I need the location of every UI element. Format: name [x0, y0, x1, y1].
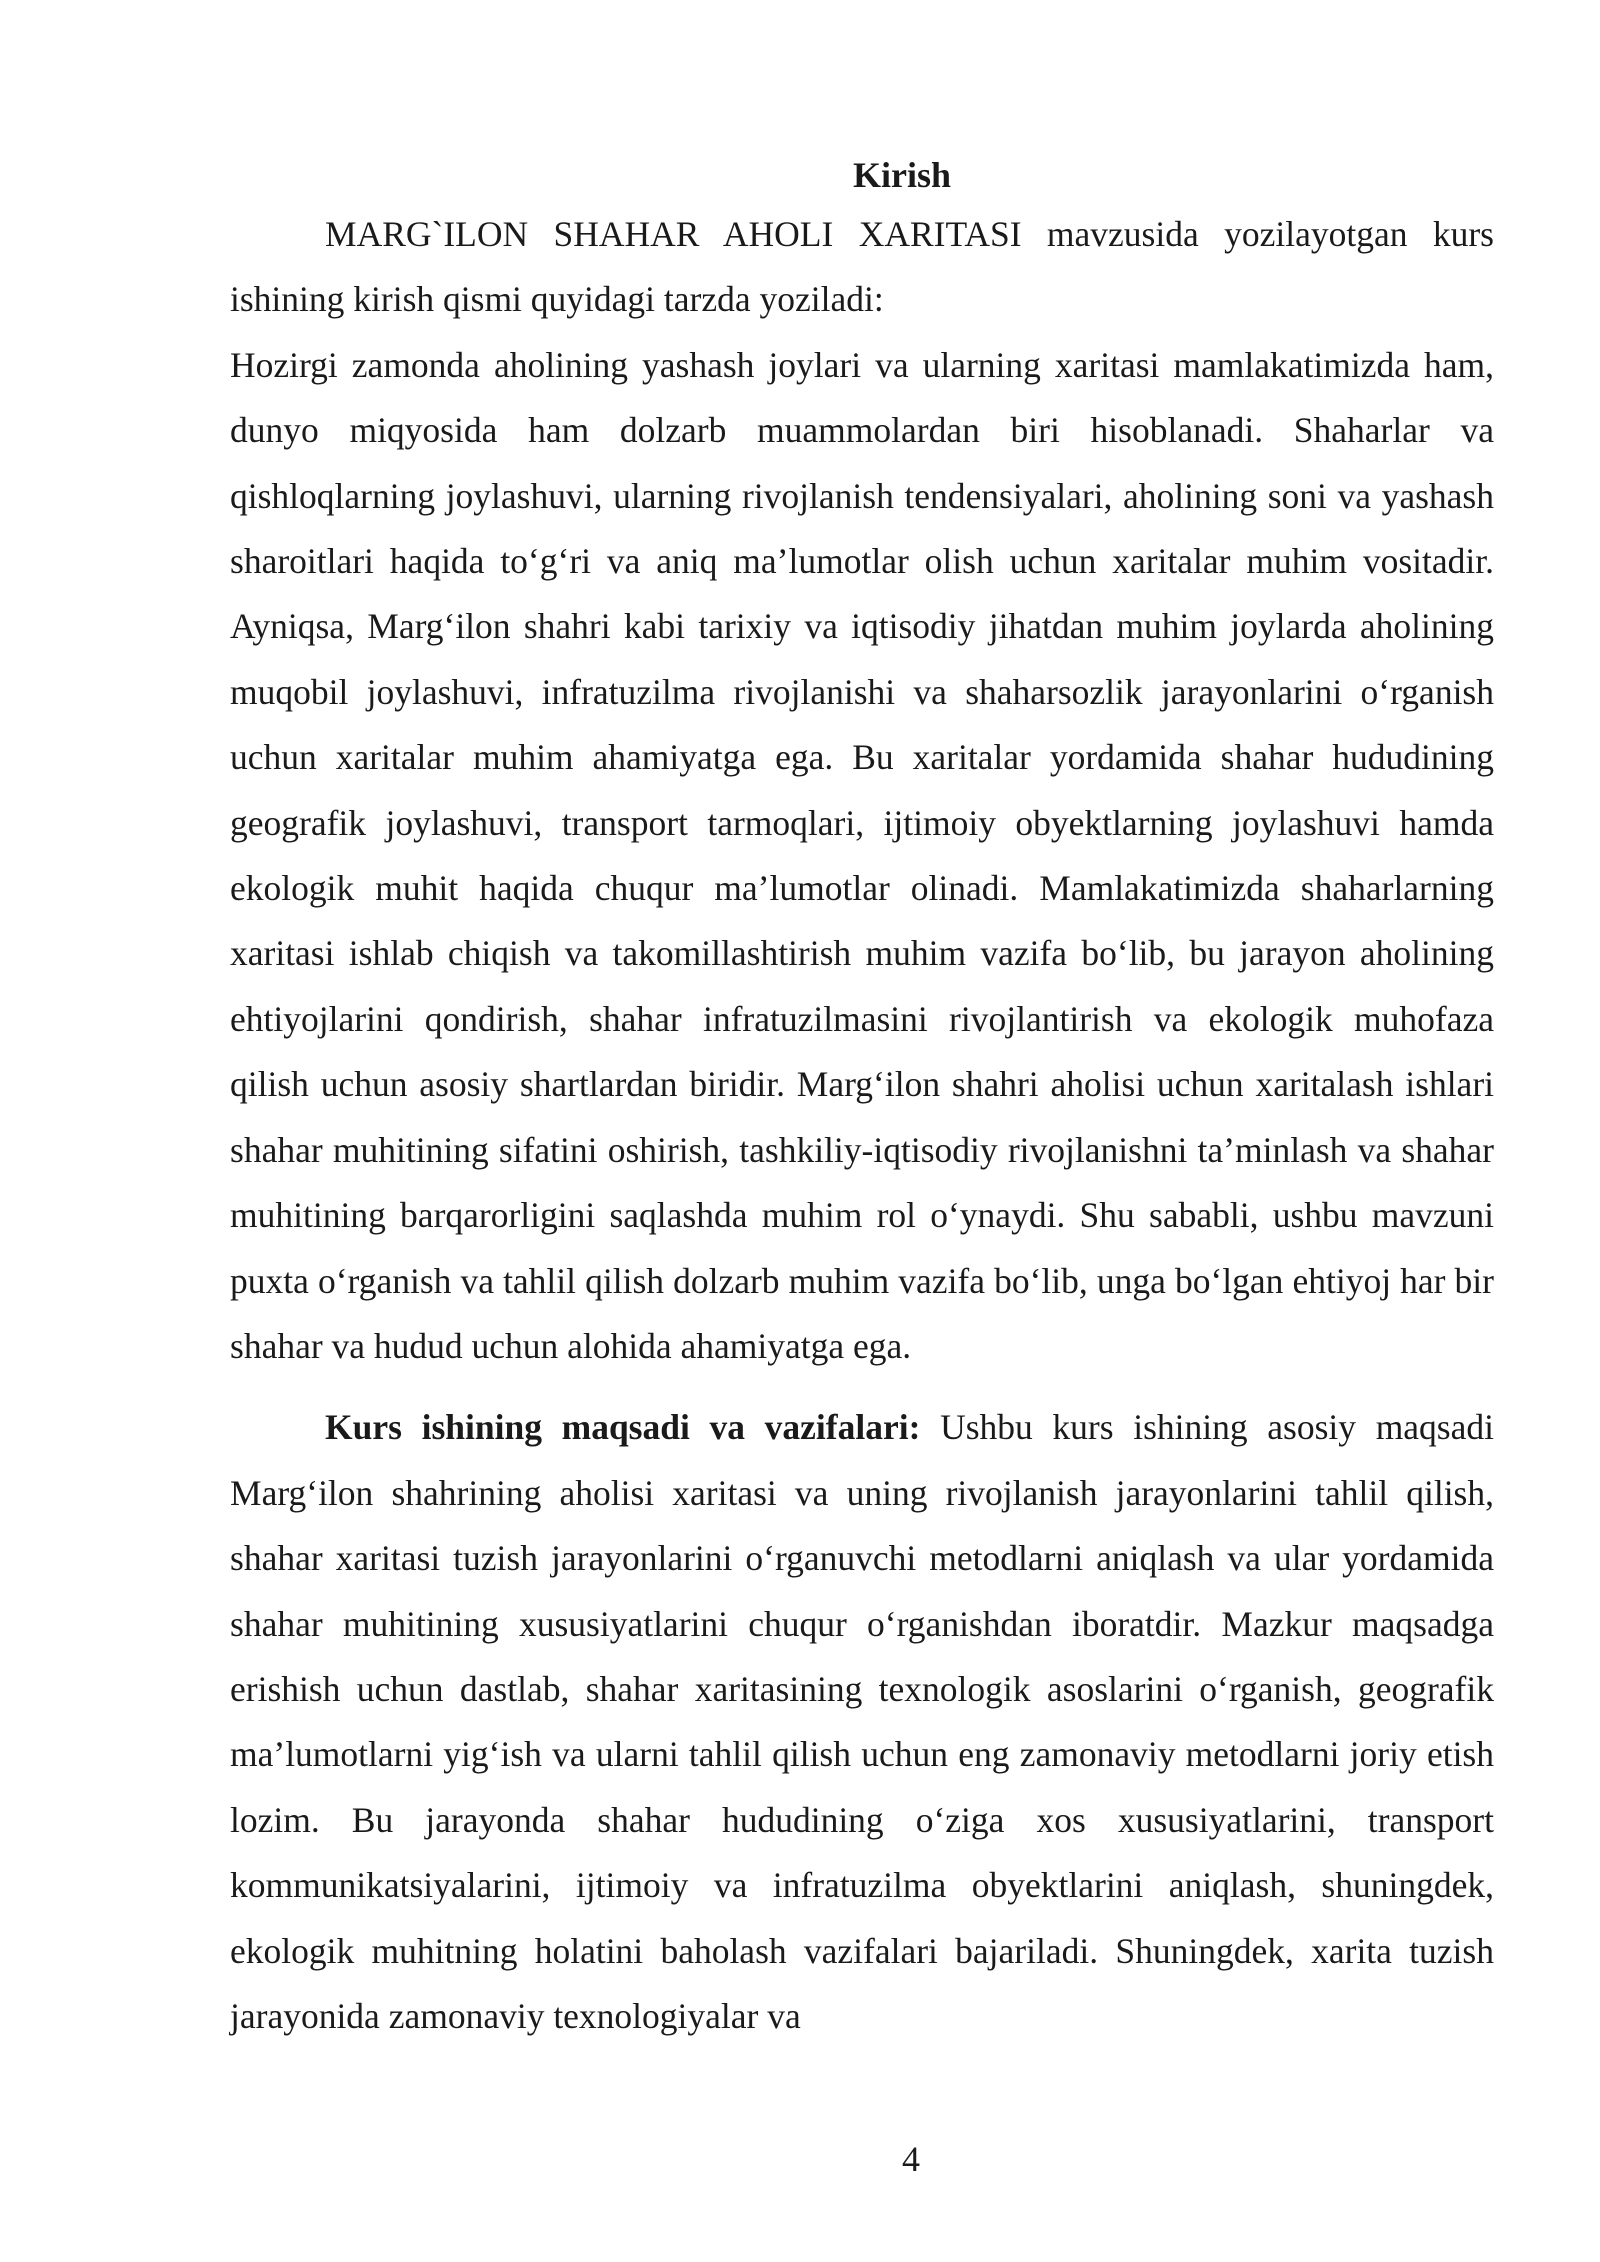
goals-paragraph-lead: Kurs ishining maqsadi va vazifalari: [325, 1407, 921, 1448]
intro-paragraph-body: Hozirgi zamonda aholining yashash joylari va ularning xaritasi mamlakatimizda ham, dunyo miqyosida ham dolzarb muammolardan biri hisoblanadi. Shaharlar va qishloqlarning joylashuvi, ularning rivojlanish tendensiyalari, aholining soni va yashash sharoitlari haqida to‘g‘ri va aniq ma’lumotlar olish uchun xaritalar muhim vositadir. Ayniqsa, Marg‘ilon shahri kabi tarixiy va iqtisodiy jihatdan muhim joylarda aholining muqobil joylashuvi, infratuzilma rivojlanishi va shaharsozlik jarayonlarini o‘rganish uchun xaritalar muhim ahamiyatga ega. Bu xaritalar yordamida shahar hududining geografik joylashuvi, transport tarmoqlari, ijtimoiy obyektlarning joylashuvi hamda ekologik muhit haqida chuqur ma’lumotlar olinadi. Mamlakatimizda shaharlarning xaritasi ishlab chiqish va takomillashtirish muhim vazifa bo‘lib, bu jarayon aholining ehtiyojlarini qondirish, shahar infratuzilmasini rivojlantirish va ekologik muhofaza qilish uchun asosiy shartlardan biridir. Marg‘ilon shahri aholisi uchun xaritalash ishlari shahar muhitining sifatini oshirish, tashkiliy-iqtisodiy rivojlanishni ta’minlash va shahar muhitining barqarorligini saqlashda muhim rol o‘ynaydi. Shu sababli, ushbu mavzuni puxta o‘rganish va tahlil qilish dolzarb muhim vazifa bo‘lib, unga bo‘lgan ehtiyoj har bir shahar va hudud uchun alohida ahamiyatga ega. [230, 344, 1494, 1366]
intro-paragraph [230, 202, 1494, 1379]
intro-paragraph-line1: MARG`ILON SHAHAR AHOLI XARITASI mavzusida yozilayotgan kurs ishining kirish qismi quyidagi tarzda yoziladi: [230, 214, 1494, 320]
page-content [230, 150, 1494, 2049]
section-heading: Kirish [852, 155, 951, 195]
page-number: 4 [902, 2139, 920, 2179]
goals-paragraph-text: Ushbu kurs ishining asosiy maqsadi Marg‘ilon shahrining aholisi xaritasi va uning rivojlanish jarayonlarini tahlil qilish, shahar xaritasi tuzish jarayonlarini o‘rganuvchi metodlarni aniqlash va ular yordamida shahar muhitining xususiyatlarini chuqur o‘rganishdan iboratdir. Mazkur maqsadga erishish uchun dastlab, shahar xaritasining texnologik asoslarini o‘rganish, geografik ma’lumotlarni yig‘ish va ularni tahlil qilish uchun eng zamonaviy metodlarni joriy etish lozim. Bu jarayonda shahar hududining o‘ziga xos xususiyatlarini, transport kommunikatsiyalarini, ijtimoiy va infratuzilma obyektlarini aniqlash, shuningdek, ekologik muhitning holatini baholash vazifalari bajariladi. Shuningdek, xarita tuzish jarayonida zamonaviy texnologiyalar va [230, 1407, 1494, 2036]
goals-paragraph [230, 1395, 1494, 2049]
